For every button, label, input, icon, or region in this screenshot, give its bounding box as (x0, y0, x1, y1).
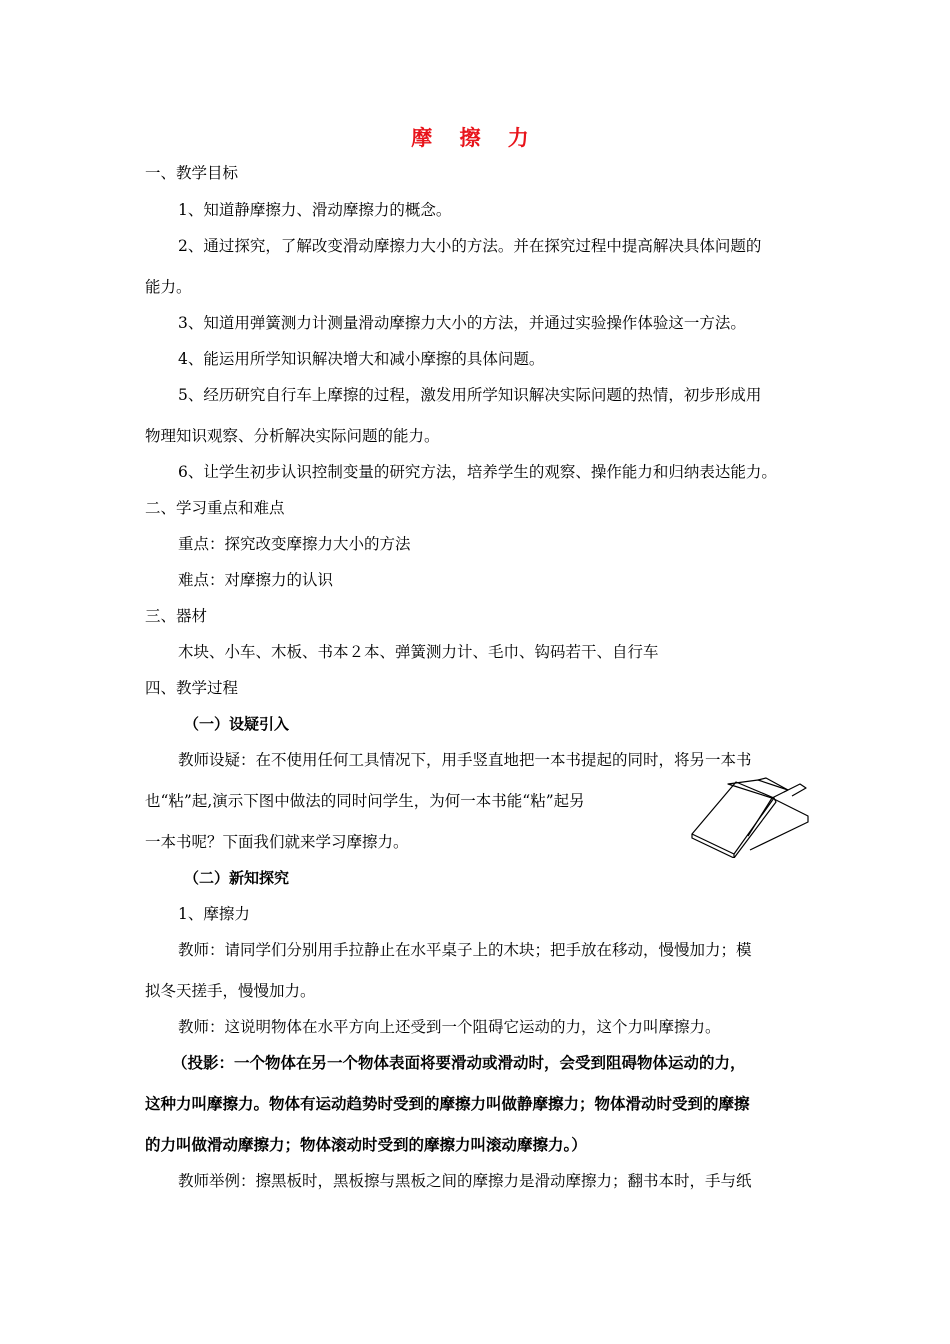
subsection-title-new-knowledge: （二）新知探究 (184, 869, 290, 887)
goal-item: 1、知道静摩擦力、滑动摩擦力的概念。 (178, 201, 452, 219)
projection-definition-line: （投影：一个物体在另一个物体表面将要滑动或滑动时，会受到阻碍物体运动的力， (172, 1054, 746, 1072)
intro-paragraph-line: 教师设疑：在不使用任何工具情况下，用手竖直地把一本书提起的同时，将另一本书 (178, 751, 752, 769)
teacher-paragraph-line: 教师：请同学们分别用手拉静止在水平桌子上的木块；把手放在移动，慢慢加力；模 (178, 941, 752, 959)
difficulty-point: 难点：对摩擦力的认识 (178, 571, 334, 589)
goal-item: 3、知道用弹簧测力计测量滑动摩擦力大小的方法，并通过实验操作体验这一方法。 (178, 314, 746, 332)
section-heading-goals: 一、教学目标 (145, 164, 239, 182)
goal-item-continued: 能力。 (145, 278, 192, 296)
section-heading-materials: 三、器材 (145, 607, 208, 625)
teacher-example-line: 教师举例：擦黑板时，黑板擦与黑板之间的摩擦力是滑动摩擦力；翻书本时，手与纸 (178, 1172, 752, 1190)
materials-list: 木块、小车、木板、书本２本、弹簧测力计、毛巾、钩码若干、自行车 (178, 643, 659, 661)
goal-item: 6、让学生初步认识控制变量的研究方法，培养学生的观察、操作能力和归纳表达能力。 (178, 463, 777, 481)
projection-definition-line: 这种力叫摩擦力。物体有运动趋势时受到的摩擦力叫做静摩擦力；物体滑动时受到的摩擦 (145, 1095, 750, 1113)
section-heading-process: 四、教学过程 (145, 679, 239, 697)
teacher-paragraph-line: 拟冬天搓手，慢慢加力。 (145, 982, 316, 1000)
projection-definition-line: 的力叫做滑动摩擦力；物体滚动时受到的摩擦力叫滚动摩擦力。） (145, 1136, 587, 1154)
goal-item-continued: 物理知识观察、分析解决实际问题的能力。 (145, 427, 440, 445)
goal-item: 5、经历研究自行车上摩擦的过程，激发用所学知识解决实际问题的热情，初步形成用 (178, 386, 762, 404)
goal-item: 4、能运用所学知识解决增大和减小摩擦的具体问题。 (178, 350, 545, 368)
goal-item: 2、通过探究，了解改变滑动摩擦力大小的方法。并在探究过程中提高解决具体问题的 (178, 237, 762, 255)
key-point: 重点：探究改变摩擦力大小的方法 (178, 535, 411, 553)
teacher-paragraph-line: 教师：这说明物体在水平方向上还受到一个阻碍它运动的力，这个力叫摩擦力。 (178, 1018, 721, 1036)
page-title: 摩 擦 力 (411, 126, 539, 150)
two-books-illustration (688, 776, 814, 858)
section-heading-key-points: 二、学习重点和难点 (145, 499, 285, 517)
intro-paragraph-line: 一本书呢？下面我们就来学习摩擦力。 (145, 833, 409, 851)
intro-paragraph-line: 也“粘”起,演示下图中做法的同时问学生，为何一本书能“粘”起另 (145, 792, 585, 810)
topic-heading-friction: 1、摩擦力 (178, 905, 250, 923)
subsection-title-intro: （一）设疑引入 (184, 715, 290, 733)
